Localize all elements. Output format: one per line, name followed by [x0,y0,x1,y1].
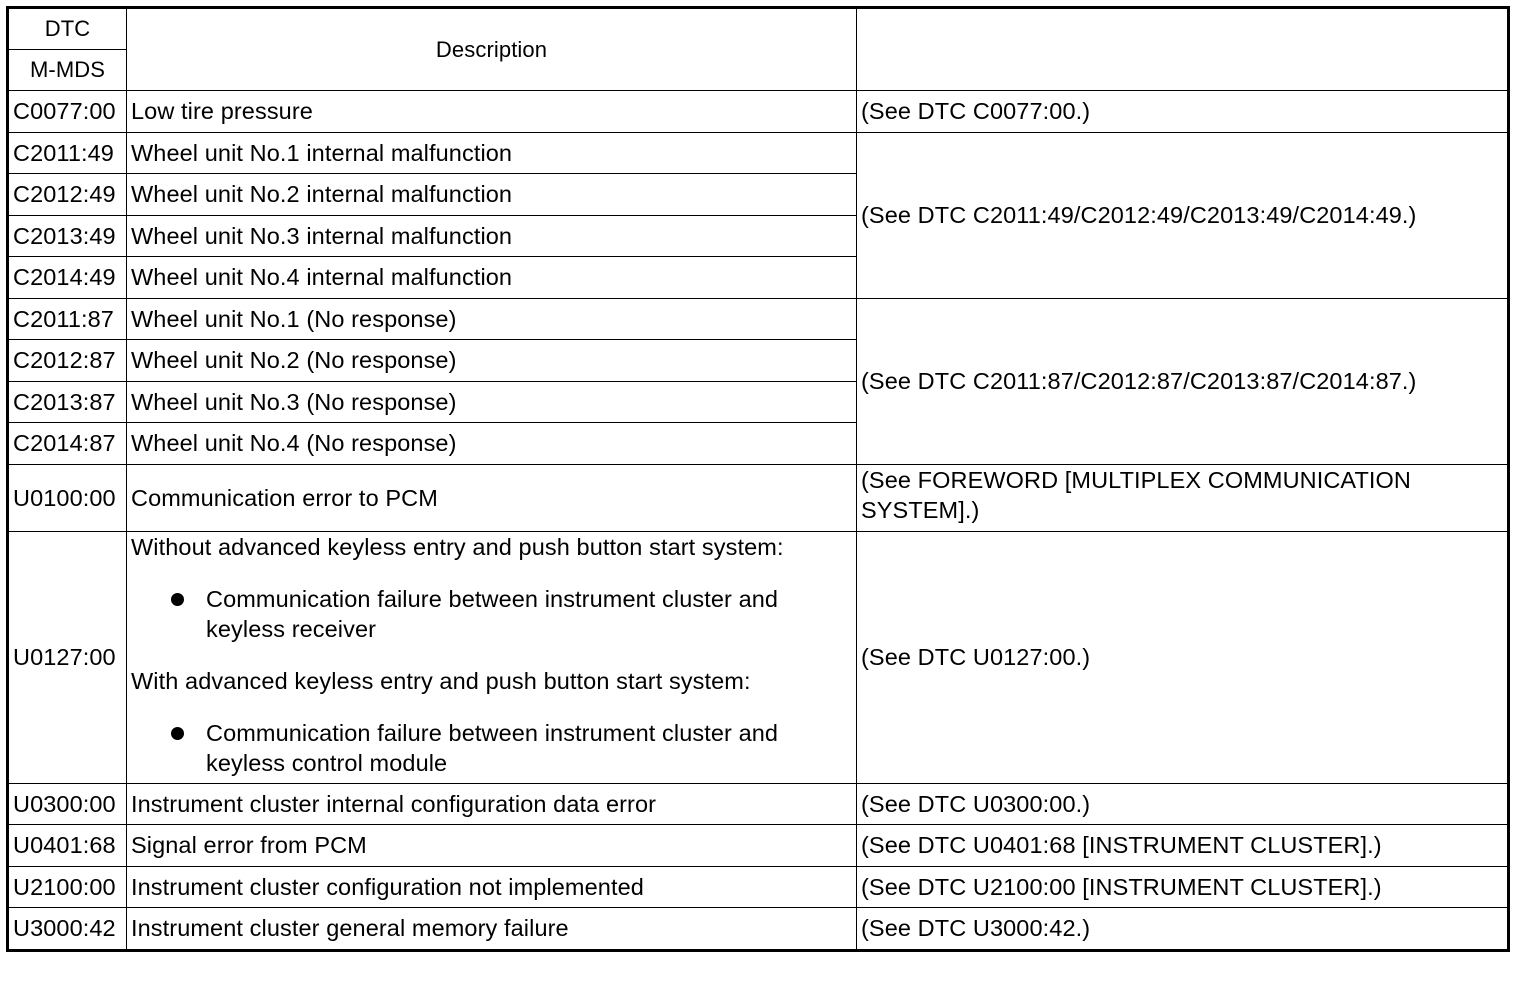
dtc-code: C2014:87 [8,423,127,465]
dtc-description: Wheel unit No.4 (No response) [127,423,857,465]
header-dtc: DTC [8,8,127,50]
table-row [8,825,1509,867]
table-row [8,464,1509,531]
header-description: Description [127,8,857,91]
bullet-item [171,718,852,778]
bullet-icon [171,593,184,606]
dtc-description: Communication error to PCM [127,464,857,531]
dtc-code: C2012:49 [8,174,127,216]
table-row [8,908,1509,951]
dtc-code: U3000:42 [8,908,127,951]
dtc-description: Wheel unit No.2 internal malfunction [127,174,857,216]
table-row [8,298,1509,340]
header-mmds: M-MDS [8,50,127,91]
dtc-reference: (See DTC U0127:00.) [857,531,1509,783]
dtc-code: C2013:49 [8,215,127,257]
dtc-description: Wheel unit No.3 (No response) [127,381,857,423]
dtc-description: Wheel unit No.3 internal malfunction [127,215,857,257]
dtc-code: C0077:00 [8,91,127,133]
dtc-code: U0401:68 [8,825,127,867]
dtc-description: Signal error from PCM [127,825,857,867]
bullet-text: Communication failure between instrument cluster and keyless receiver [206,585,779,642]
dtc-description: Wheel unit No.2 (No response) [127,340,857,382]
bullet-icon [171,727,184,740]
header-reference [857,8,1509,91]
dtc-reference: (See FOREWORD [MULTIPLEX COMMUNICATION SYSTEM].) [857,464,1509,531]
dtc-reference: (See DTC U0300:00.) [857,783,1509,825]
dtc-code: U0127:00 [8,531,127,783]
dtc-description: Instrument cluster internal configuration data error [127,783,857,825]
description-paragraph: With advanced keyless entry and push button start system: [131,667,751,694]
dtc-reference: (See DTC U3000:42.) [857,908,1509,951]
table-row [8,132,1509,174]
table-row [8,91,1509,133]
dtc-description: Instrument cluster general memory failure [127,908,857,951]
dtc-reference: (See DTC C0077:00.) [857,91,1509,133]
dtc-reference: (See DTC U2100:00 [INSTRUMENT CLUSTER].) [857,866,1509,908]
bullet-item [171,584,852,644]
dtc-code: C2014:49 [8,257,127,299]
dtc-description: Low tire pressure [127,91,857,133]
dtc-table [6,6,1510,952]
dtc-code: U0300:00 [8,783,127,825]
table-row [8,531,1509,783]
dtc-code: C2013:87 [8,381,127,423]
dtc-code: C2011:87 [8,298,127,340]
dtc-code: U0100:00 [8,464,127,531]
dtc-description: Wheel unit No.4 internal malfunction [127,257,857,299]
dtc-reference: (See DTC U0401:68 [INSTRUMENT CLUSTER].) [857,825,1509,867]
bullet-text: Communication failure between instrument cluster and keyless control module [206,719,779,776]
dtc-reference: (See DTC C2011:87/C2012:87/C2013:87/C2014:87.) [857,298,1509,464]
dtc-code: U2100:00 [8,866,127,908]
table-row [8,783,1509,825]
dtc-code: C2011:49 [8,132,127,174]
description-paragraph: Without advanced keyless entry and push button start system: [131,533,784,560]
dtc-description [127,531,857,783]
dtc-description: Wheel unit No.1 internal malfunction [127,132,857,174]
dtc-description: Wheel unit No.1 (No response) [127,298,857,340]
table-header-row [8,8,1509,50]
dtc-reference: (See DTC C2011:49/C2012:49/C2013:49/C2014:49.) [857,132,1509,298]
dtc-description: Instrument cluster configuration not implemented [127,866,857,908]
table-row [8,866,1509,908]
dtc-code: C2012:87 [8,340,127,382]
